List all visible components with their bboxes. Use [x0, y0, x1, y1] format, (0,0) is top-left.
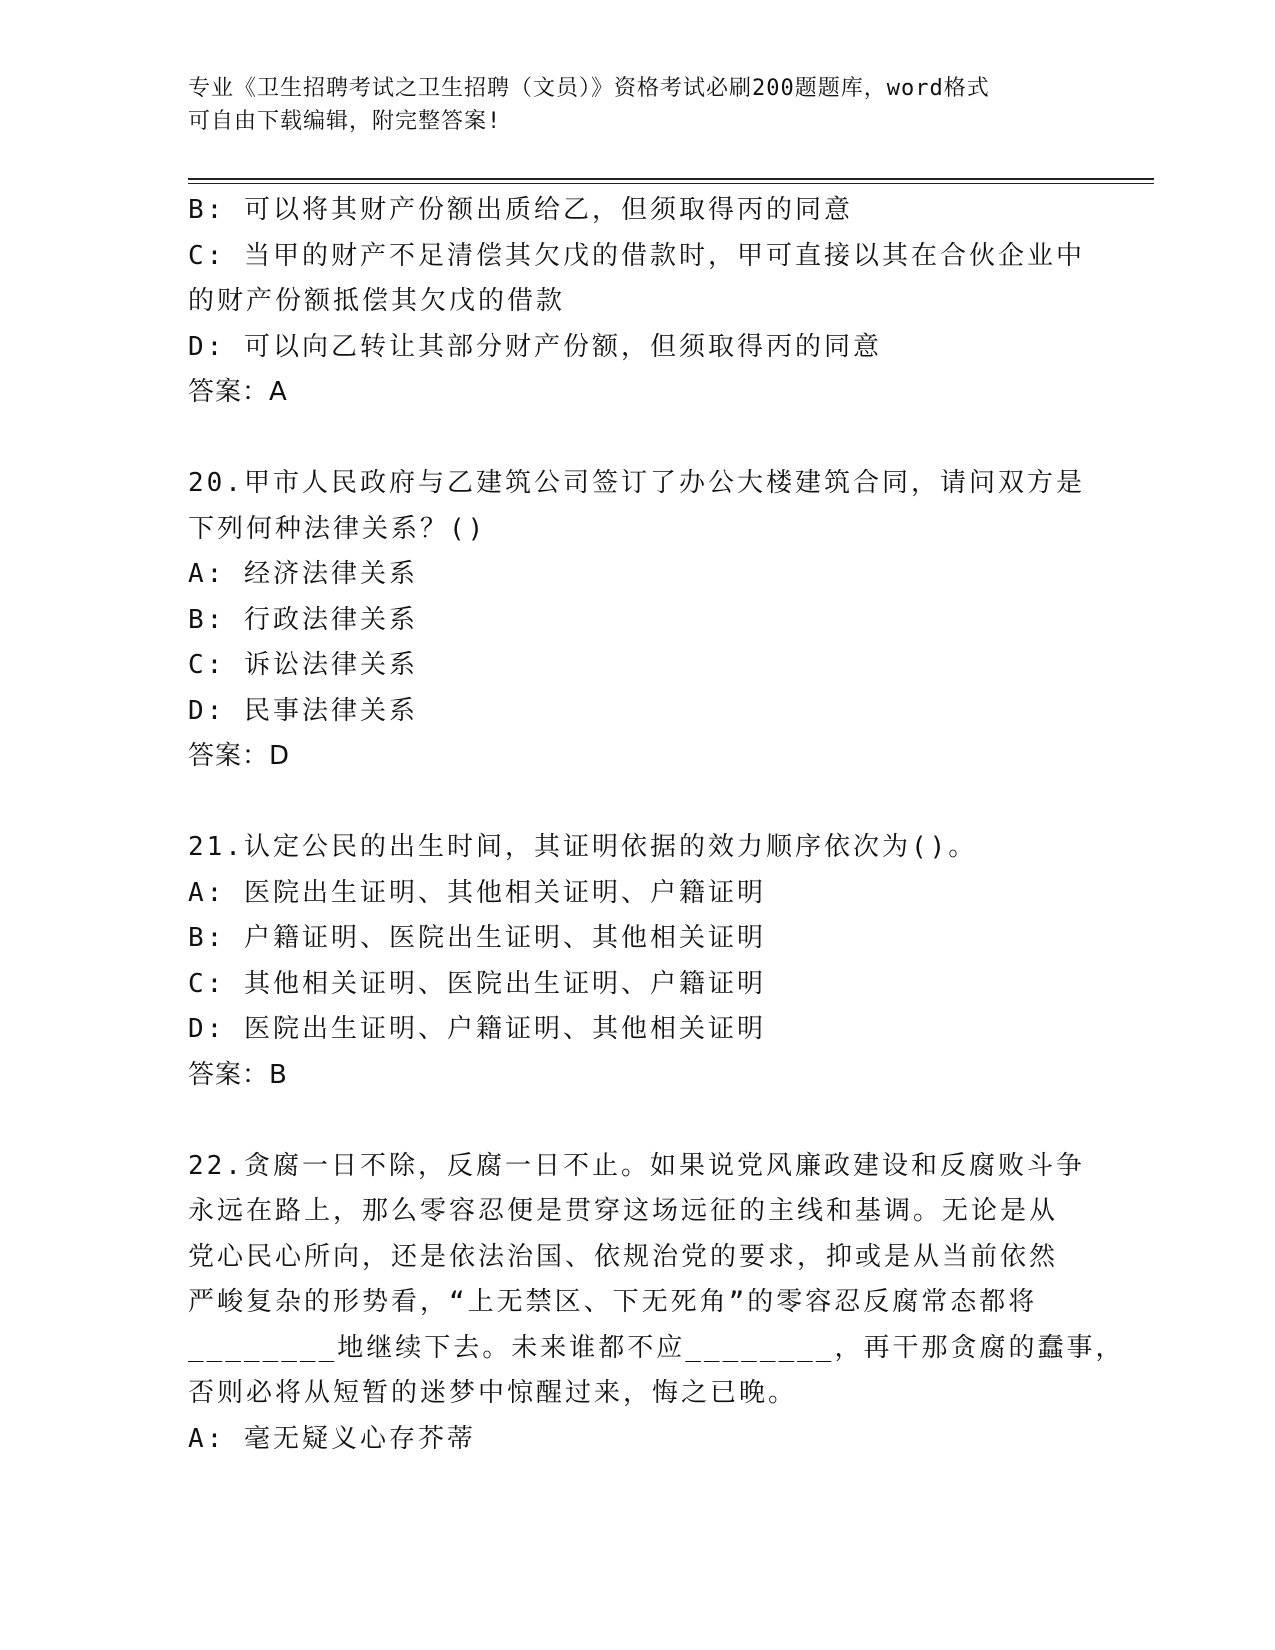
- question-22: [188, 1144, 1125, 1463]
- option-a: A: 医院出生证明、其他相关证明、户籍证明: [188, 877, 766, 908]
- question-stem-line-2: 下列何种法律关系？(): [188, 513, 487, 544]
- option-c-line-1: C: 当甲的财产不足清偿其欠戊的借款时，甲可直接以其在合伙企业中: [188, 240, 1085, 271]
- question-stem-line-1: 22.贪腐一日不除，反腐一日不止。如果说党风廉政建设和反腐败斗争: [188, 1150, 1085, 1181]
- answer: 答案：B: [188, 1059, 288, 1090]
- question-19-tail: [188, 188, 1085, 416]
- spacer: [188, 416, 1068, 462]
- question-21: [188, 825, 1068, 1098]
- option-d: D: 可以向乙转让其部分财产份额，但须取得丙的同意: [188, 331, 882, 362]
- option-b: B: 户籍证明、医院出生证明、其他相关证明: [188, 923, 766, 953]
- header-line-1: 专业《卫生招聘考试之卫生招聘（文员）》资格考试必刷200题题库，word格式: [188, 76, 990, 101]
- option-a: A: 毫无疑义心存芥蒂: [188, 1423, 476, 1454]
- question-stem-line-3: 党心民心所向，还是依法治国、依规治党的要求，抑或是从当前依然: [188, 1241, 1059, 1272]
- question-stem-line-4: 严峻复杂的形势看，“上无禁区、下无死角”的零容忍反腐常态都将: [188, 1287, 1038, 1317]
- question-stem-line-6: 否则必将从短暂的迷梦中惊醒过来，悔之已晚。: [188, 1378, 798, 1408]
- spacer: [188, 780, 1068, 826]
- header-line-2: 可自由下载编辑，附完整答案!: [188, 109, 502, 134]
- option-c: C: 其他相关证明、医院出生证明、户籍证明: [188, 968, 766, 999]
- spacer: [188, 1098, 1068, 1144]
- question-stem-line-5: ________地继续下去。未来谁都不应________，再干那贪腐的蠢事，: [188, 1332, 1125, 1363]
- option-d: D: 民事法律关系: [188, 695, 418, 726]
- header-rule-thick: [188, 178, 1154, 180]
- question-stem-line-1: 20.甲市人民政府与乙建筑公司签订了办公大楼建筑合同，请问双方是: [188, 468, 1085, 498]
- option-b: B: 行政法律关系: [188, 604, 418, 635]
- option-c: C: 诉讼法律关系: [188, 650, 418, 680]
- answer: 答案：D: [188, 741, 291, 771]
- question-20: [188, 461, 1085, 780]
- option-c-line-2: 的财产份额抵偿其欠戊的借款: [188, 286, 566, 316]
- answer: 答案：A: [188, 377, 288, 407]
- question-stem-line-2: 永远在路上，那么零容忍便是贯穿这场远征的主线和基调。无论是从: [188, 1196, 1059, 1226]
- option-a: A: 经济法律关系: [188, 559, 418, 589]
- option-b: B: 可以将其财产份额出质给乙，但须取得丙的同意: [188, 195, 853, 225]
- option-d: D: 医院出生证明、户籍证明、其他相关证明: [188, 1014, 766, 1044]
- question-stem: 21.认定公民的出生时间，其证明依据的效力顺序依次为()。: [188, 832, 978, 862]
- header-rule-thin: [188, 183, 1154, 184]
- document-header: [188, 72, 1068, 138]
- question-content: [188, 188, 1125, 1462]
